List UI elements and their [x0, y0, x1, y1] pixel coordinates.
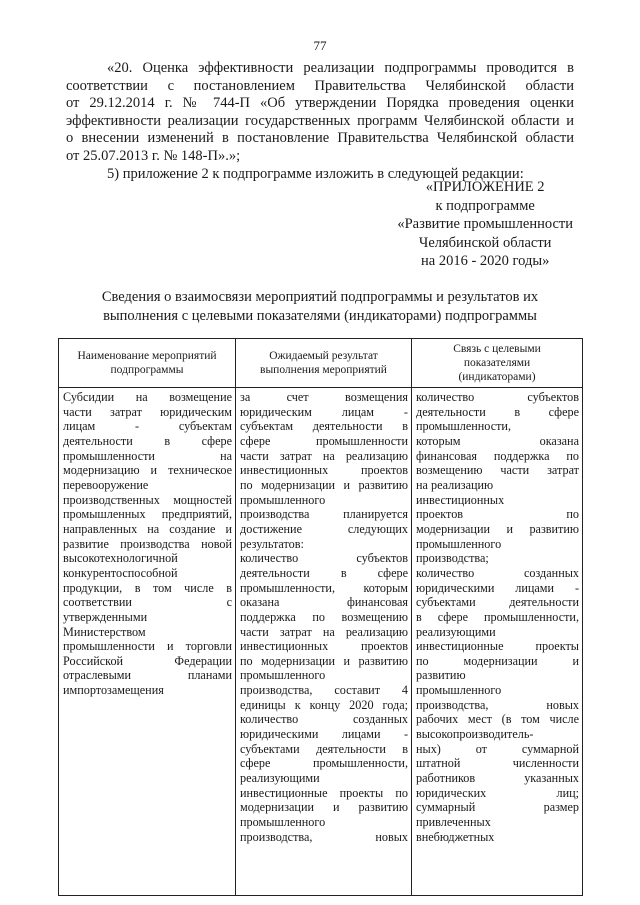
cell-text-line: импортозамещения [63, 683, 164, 698]
cell-text-line: конкурентоспособной [63, 565, 178, 580]
section-heading [56, 288, 584, 325]
heading-line: выполнения с целевыми показателями (индикаторами) подпрограммы [103, 307, 537, 324]
cell-text-line: соответствии с [63, 595, 232, 610]
cell-text-line: достижение следующих [240, 521, 408, 536]
cell-text-line: субъектам деятельности в [240, 419, 408, 434]
intro-line: о внесении изменений в постановление Правительства Челябинской области [66, 130, 574, 147]
cell-text-line: развитие производства новой [63, 536, 232, 551]
cell-text-line: промышленного [240, 668, 326, 683]
cell-text-line: рабочих мест (в том числе [416, 712, 579, 727]
cell-text-line: утвержденными [63, 609, 148, 624]
cell-text-line: субъектами деятельности в [240, 741, 408, 756]
cell-text-line: суммарный размер [416, 800, 579, 815]
appendix-line: на 2016 - 2020 годы» [421, 253, 550, 269]
cell-text-line: по модернизации и [416, 653, 579, 668]
cell-text-line: промышленного [416, 536, 502, 551]
cell-text-line: юридических лиц; [416, 785, 579, 800]
cell-text-line: производства, составит 4 [240, 683, 408, 698]
cell-text-line: по модернизации и развитию [240, 653, 408, 668]
intro-line: «20. Оценка эффективности реализации подпрограммы проводится в [107, 60, 574, 76]
cell-text-line: части затрат на реализацию [240, 448, 408, 463]
appendix-block [397, 178, 573, 271]
intro-paragraph [66, 60, 574, 166]
cell-text-line: юридическими лицами - [416, 580, 579, 595]
cell-text-line: промышленности на [63, 448, 232, 463]
page-number: 77 [313, 38, 327, 53]
appendix-line: к подпрограмме [435, 197, 535, 214]
cell-text-line: производства; [416, 551, 489, 566]
table-row [59, 388, 583, 896]
cell-text-line: реализующими [240, 771, 320, 786]
cell-text-line: деятельности в сфере [63, 433, 232, 448]
intro-line: соответствии с постановлением Правительства Челябинской области [66, 77, 574, 94]
cell-text-line: количество субъектов [240, 551, 408, 566]
measure-cell [59, 388, 236, 896]
cell-text-line: за счет возмещения [240, 390, 408, 404]
cell-text-line: промышленного [240, 815, 326, 830]
cell-text-line: производства, новых [416, 697, 579, 712]
cell-text-line: в сфере промышленности, [416, 609, 579, 624]
cell-text-line: инвестиционных [416, 492, 505, 507]
cell-text-line: инвестиционных проектов [240, 463, 408, 478]
expected-result-cell [236, 388, 412, 896]
heading-line: Сведения о взаимосвязи мероприятий подпрограммы и результатов их [101, 289, 539, 305]
cell-text-line: юридическим лицам - [240, 404, 408, 419]
cell-text-line: привлеченных [416, 815, 491, 830]
cell-text-line: юридическими лицами - [240, 727, 408, 742]
cell-text-line: части затрат на реализацию [240, 624, 408, 639]
intro-line: от 25.07.2013 г. № 148-П».»; [66, 147, 241, 164]
cell-text-line: лицам - субъектам [63, 419, 232, 434]
appendix-line: Челябинской области [418, 234, 552, 251]
indicator-link-cell [412, 388, 583, 896]
cell-text-line: поддержка по возмещению [240, 609, 408, 624]
cell-text-line: модернизации и развитию [416, 521, 579, 536]
cell-text-line: сфере промышленности, [240, 756, 408, 771]
cell-text-line: промышленных предприятий, [63, 507, 232, 522]
cell-text-line: субъектами деятельности [416, 595, 579, 610]
intro-line: от 29.12.2014 г. № 744-П «Об утверждении Порядка проведения оценки [66, 95, 574, 112]
cell-text-line: деятельности в сфере [416, 404, 579, 419]
cell-text-line: которым оказана [416, 433, 579, 448]
header-target-indicators: Связь с целевыми показателями (индикаторами) [412, 339, 583, 388]
cell-text-line: Министерством [63, 624, 146, 639]
cell-text-line: результатов: [240, 536, 304, 551]
cell-text-line: модернизации и развитию [240, 800, 408, 815]
cell-text-line: возмещению части затрат [416, 463, 579, 478]
measures-table [58, 338, 583, 896]
cell-text-line: на реализацию [416, 477, 494, 492]
header-expected-result: Ожидаемый результат выполнения мероприятий [236, 339, 412, 388]
cell-text-line: деятельности в сфере [240, 565, 408, 580]
cell-text-line: развитию [416, 668, 466, 683]
cell-text-line: производства планируется [240, 507, 408, 522]
cell-text-line: Субсидии на возмещение [63, 390, 232, 404]
intro-line: эффективности реализации государственных программ Челябинской области и [66, 112, 574, 129]
item-5: 5) приложение 2 к подпрограмме изложить в следующей редакции: [107, 166, 524, 182]
cell-text-line: модернизацию и техническое [63, 463, 232, 478]
cell-text-line: высокопроизводитель- [416, 727, 534, 742]
cell-text-line: единицы к концу 2020 года; [240, 697, 408, 712]
header-measures: Наименование мероприятий подпрограммы [59, 339, 236, 388]
cell-text-line: отраслевыми планами [63, 668, 232, 683]
cell-text-line: ных) от суммарной [416, 741, 579, 756]
cell-text-line: по модернизации и развитию [240, 477, 408, 492]
cell-text-line: промышленности, которым [240, 580, 408, 595]
cell-text-line: промышленности и торговли [63, 639, 232, 654]
table-header-row [59, 339, 583, 388]
cell-text-line: проектов по [416, 507, 579, 522]
cell-text-line: инвестиционные проекты [416, 639, 579, 654]
cell-text-line: производства, новых [240, 829, 408, 844]
cell-text-line: производственных мощностей [63, 492, 232, 507]
cell-text-line: реализующими [416, 624, 496, 639]
cell-text-line: количество субъектов [416, 390, 579, 404]
cell-text-line: инвестиционных проектов [240, 639, 408, 654]
cell-text-line: штатной численности [416, 756, 579, 771]
cell-text-line: оказана финансовая [240, 595, 408, 610]
cell-text-line: количество созданных [416, 565, 579, 580]
cell-text-line: части затрат юридическим [63, 404, 232, 419]
cell-text-line: направленных на создание и [63, 521, 232, 536]
cell-text-line: промышленного [240, 492, 326, 507]
cell-text-line: перевооружение [63, 477, 149, 492]
cell-text-line: количество созданных [240, 712, 408, 727]
appendix-line: «Развитие промышленности [397, 216, 573, 232]
cell-text-line: финансовая поддержка по [416, 448, 579, 463]
cell-text-line: высокотехнологичной [63, 551, 178, 566]
cell-text-line: работников указанных [416, 771, 579, 786]
cell-text-line: инвестиционные проекты по [240, 785, 408, 800]
appendix-line: «ПРИЛОЖЕНИЕ 2 [425, 179, 545, 195]
cell-text-line: Российской Федерации [63, 653, 232, 668]
cell-text-line: сфере промышленности [240, 433, 408, 448]
cell-text-line: промышленности, [416, 419, 512, 434]
cell-text-line: внебюджетных [416, 829, 495, 844]
cell-text-line: промышленного [416, 683, 502, 698]
cell-text-line: продукции, в том числе в [63, 580, 232, 595]
